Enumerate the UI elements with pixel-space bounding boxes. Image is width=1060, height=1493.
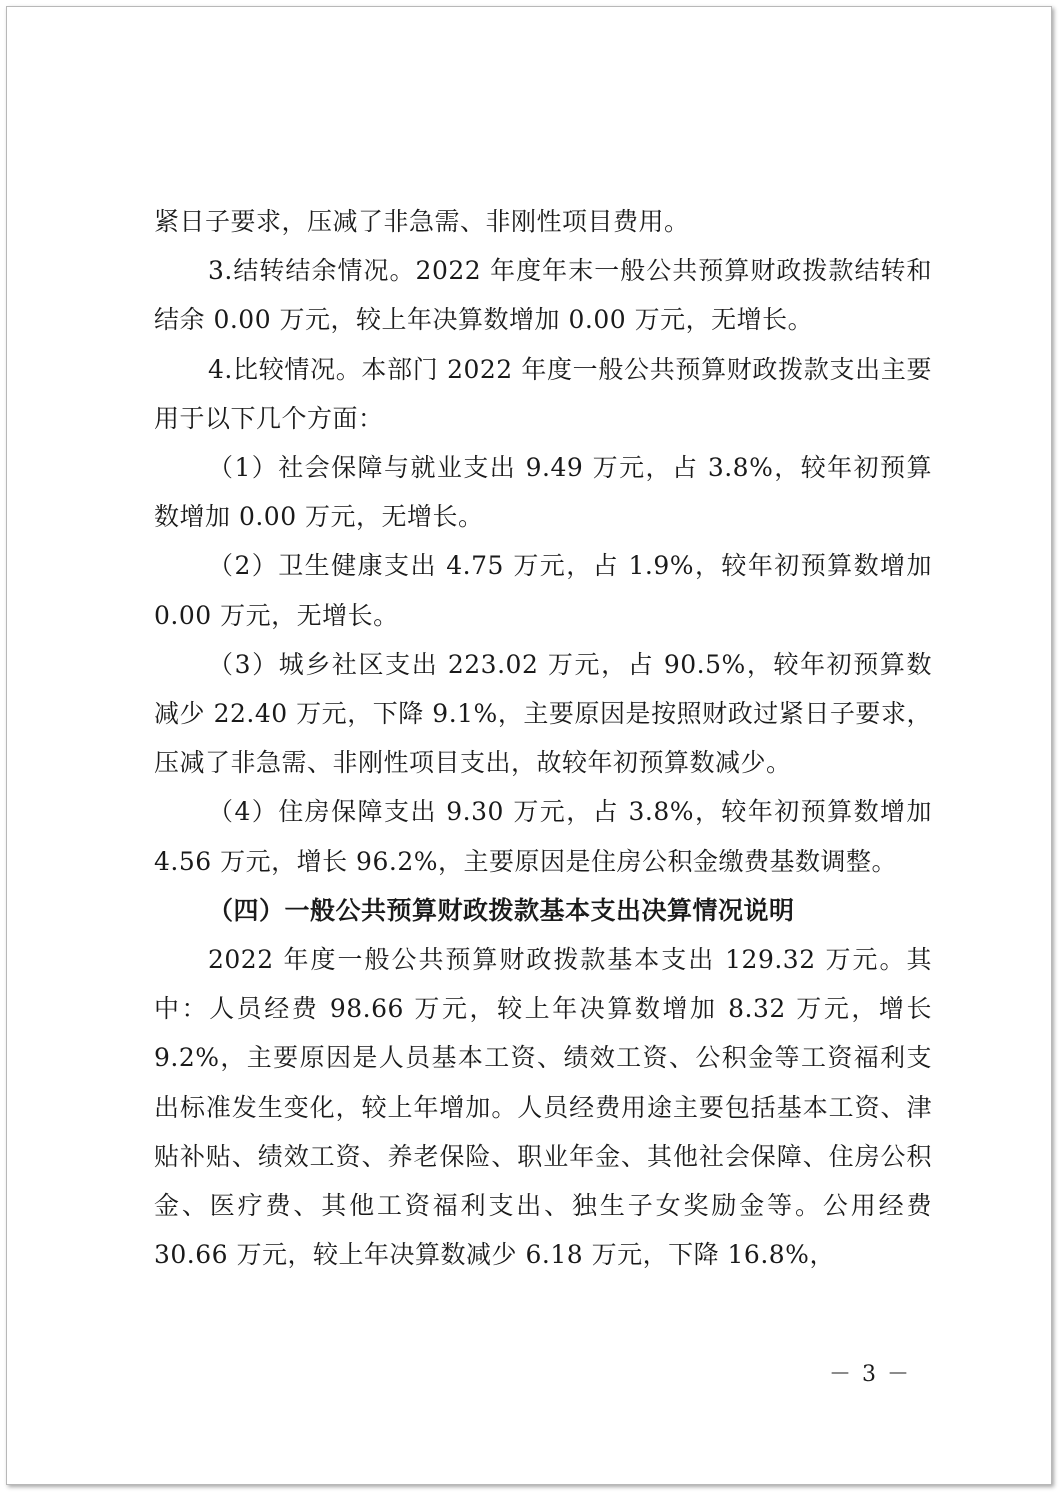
paragraph-social-security: （1）社会保障与就业支出 9.49 万元，占 3.8%，较年初预算数增加 0.00 万元，无增长。 [154, 453, 932, 532]
paragraph-comparison: 4.比较情况。本部门 2022 年度一般公共预算财政拨款支出主要用于以下几个方面： [154, 354, 932, 433]
paragraph-continuation: 紧日子要求，压减了非急需、非刚性项目费用。 [154, 207, 690, 236]
paragraph-housing: （4）住房保障支出 9.30 万元，占 3.8%，较年初预算数增加 4.56 万元，增长 96.2%，主要原因是住房公积金缴费基数调整。 [154, 797, 932, 876]
paragraph-carryover-balance: 3.结转结余情况。2022 年度年末一般公共预算财政拨款结转和结余 0.00 万元，较上年决算数增加 0.00 万元，无增长。 [154, 256, 932, 335]
paragraph-urban-rural: （3）城乡社区支出 223.02 万元，占 90.5%，较年初预算数减少 22.40 万元，下降 9.1%，主要原因是按照财政过紧日子要求，压减了非急需、非刚性项目支出，故较年初预算数减少。 [154, 649, 932, 778]
document-page [6, 6, 1052, 1485]
paragraph-health: （2）卫生健康支出 4.75 万元，占 1.9%，较年初预算数增加 0.00 万元，无增长。 [154, 551, 932, 630]
page-number: － 3 － [829, 1362, 911, 1387]
section-heading: （四）一般公共预算财政拨款基本支出决算情况说明 [208, 895, 795, 925]
document-body [154, 197, 932, 1279]
paragraph-basic-expenditure: 2022 年度一般公共预算财政拨款基本支出 129.32 万元。其中：人员经费 98.66 万元，较上年决算数增加 8.32 万元，增长 9.2%，主要原因是人员基本工资、绩效工资、公积金等工资福利支出标准发生变化，较上年增加。人员经费用途主要包括基本工资、津贴补贴、绩效工资、养老保险、职业年金、其他社会保障、住房公积金、医疗费、其他工资福利支出、独生子女奖励金等。公用经费 30.66 万元，较上年决算数减少 6.18 万元，下降 16.8%， [154, 945, 932, 1270]
